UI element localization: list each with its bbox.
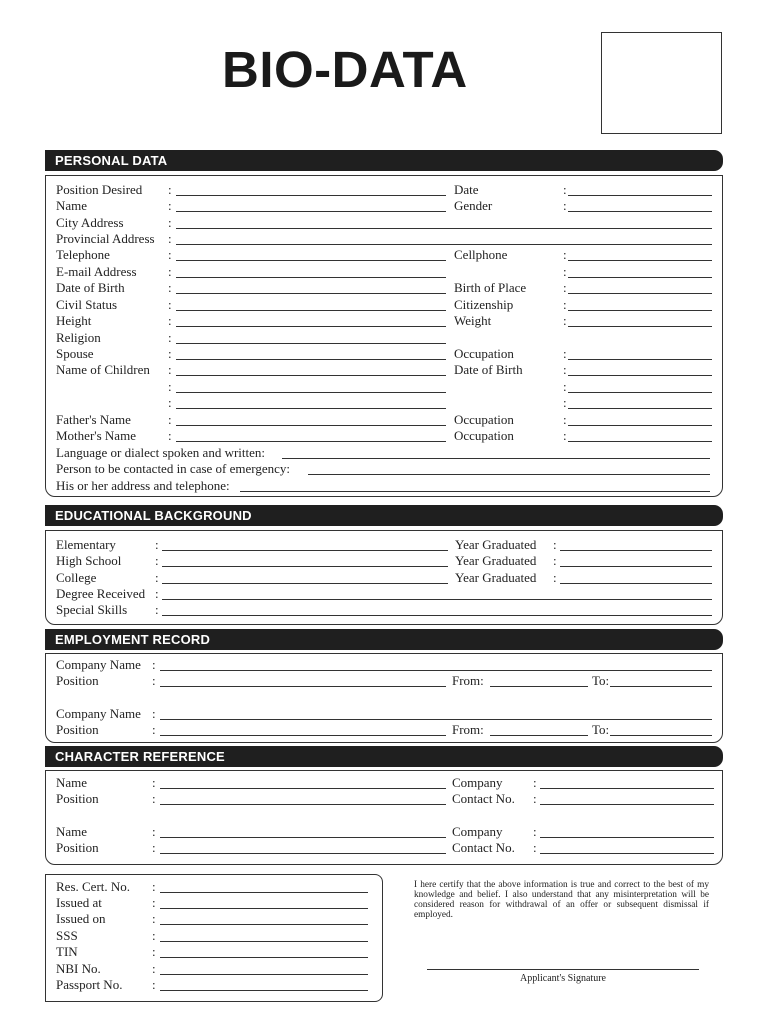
education-panel (45, 530, 723, 625)
colon: : (553, 570, 557, 585)
year-graduated-line[interactable] (560, 566, 712, 567)
colon: : (152, 706, 156, 721)
reference-company-line[interactable] (540, 837, 714, 838)
colon: : (168, 428, 172, 443)
personal-field-line[interactable] (176, 441, 446, 442)
colon: : (152, 911, 156, 926)
colon: : (168, 280, 172, 295)
company-name-line[interactable] (160, 719, 712, 720)
colon: : (168, 182, 172, 197)
to-label: To: (592, 722, 610, 737)
personal-field-line[interactable] (176, 228, 712, 229)
certification-text: I here certify that the above information is true and correct to the best of my knowledge and belief. I also understand that any misinterpretation will be considered reason for withdrawal of an offer or subsequent dismissal if employed. (414, 880, 709, 920)
colon: : (168, 247, 172, 262)
reference-company-label: Company (452, 775, 503, 790)
personal-right-label: Occupation (454, 412, 514, 427)
colon: : (563, 280, 567, 295)
reference-contact-label: Contact No. (452, 791, 515, 806)
reference-contact-line[interactable] (540, 804, 714, 805)
colon: : (152, 879, 156, 894)
colon: : (563, 362, 567, 377)
colon: : (152, 840, 156, 855)
colon: : (155, 553, 159, 568)
colon: : (563, 428, 567, 443)
to-line[interactable] (610, 686, 712, 687)
colon: : (168, 198, 172, 213)
education-label: Special Skills (56, 602, 128, 617)
personal-field-line[interactable] (176, 260, 446, 261)
colon: : (152, 722, 156, 737)
education-field-line[interactable] (162, 583, 448, 584)
colon: : (553, 553, 557, 568)
colon: : (533, 775, 537, 790)
colon: : (152, 928, 156, 943)
colon: : (563, 346, 567, 361)
colon: : (168, 379, 172, 394)
colon: : (152, 791, 156, 806)
reference-company-line[interactable] (540, 788, 714, 789)
address-label: His or her address and telephone: (56, 478, 230, 493)
personal-label: Date of Birth (56, 280, 125, 295)
personal-field-line[interactable] (176, 211, 446, 212)
reference-position-label: Position (56, 840, 99, 855)
personal-right-field-line[interactable] (568, 310, 712, 311)
colon: : (168, 264, 172, 279)
personal-right-field-line[interactable] (568, 260, 712, 261)
personal-right-label: Date (454, 182, 479, 197)
year-graduated-label: Year Graduated (455, 537, 537, 552)
to-line[interactable] (610, 735, 712, 736)
reference-position-line[interactable] (160, 804, 446, 805)
company-name-line[interactable] (160, 670, 712, 671)
personal-right-field-line[interactable] (568, 359, 712, 360)
colon: : (168, 362, 172, 377)
personal-right-label: Occupation (454, 346, 514, 361)
position-label: Position (56, 722, 99, 737)
personal-right-field-line[interactable] (568, 375, 712, 376)
personal-right-label: Occupation (454, 428, 514, 443)
colon: : (563, 395, 567, 410)
from-line[interactable] (490, 686, 588, 687)
colon: : (563, 379, 567, 394)
id-label: NBI No. (56, 961, 101, 976)
personal-right-field-line[interactable] (568, 277, 712, 278)
personal-label: Height (56, 313, 92, 328)
education-label: Degree Received (56, 586, 146, 601)
id-label: Res. Cert. No. (56, 879, 131, 894)
personal-field-line[interactable] (176, 408, 446, 409)
company-name-label: Company Name (56, 657, 141, 672)
education-label: Elementary (56, 537, 116, 552)
page-title: BIO-DATA (222, 41, 468, 98)
id-field-line[interactable] (160, 924, 368, 925)
language-field-line[interactable] (282, 458, 710, 459)
colon: : (563, 297, 567, 312)
section-header-character: CHARACTER REFERENCE (45, 746, 723, 767)
colon: : (563, 412, 567, 427)
education-field-line[interactable] (162, 599, 712, 600)
personal-right-field-line[interactable] (568, 326, 712, 327)
year-graduated-line[interactable] (560, 550, 712, 551)
personal-label: Provincial Address (56, 231, 155, 246)
colon: : (533, 824, 537, 839)
year-graduated-label: Year Graduated (455, 570, 537, 585)
personal-right-field-line[interactable] (568, 195, 712, 196)
reference-name-label: Name (56, 775, 88, 790)
id-label: Issued on (56, 911, 106, 926)
personal-label: Name (56, 198, 88, 213)
position-label: Position (56, 673, 99, 688)
to-label: To: (592, 673, 610, 688)
id-field-line[interactable] (160, 990, 368, 991)
colon: : (168, 231, 172, 246)
education-field-line[interactable] (162, 566, 448, 567)
colon: : (152, 657, 156, 672)
personal-field-line[interactable] (176, 326, 446, 327)
personal-field-line[interactable] (176, 293, 446, 294)
personal-field-line[interactable] (176, 392, 446, 393)
language-label: Language or dialect spoken and written: (56, 445, 266, 460)
colon: : (553, 537, 557, 552)
employment-panel (45, 653, 723, 743)
personal-label: City Address (56, 215, 124, 230)
reference-name-label: Name (56, 824, 88, 839)
photo-box[interactable] (601, 32, 722, 134)
from-line[interactable] (490, 735, 588, 736)
colon: : (563, 264, 567, 279)
reference-position-line[interactable] (160, 853, 446, 854)
colon: : (152, 775, 156, 790)
emergency-label: Person to be contacted in case of emergency: (56, 461, 291, 476)
colon: : (563, 313, 567, 328)
education-label: High School (56, 553, 122, 568)
colon: : (563, 182, 567, 197)
education-field-line[interactable] (162, 615, 712, 616)
signature-line[interactable] (427, 969, 699, 970)
id-label: SSS (56, 928, 78, 943)
character-panel (45, 770, 723, 865)
colon: : (168, 395, 172, 410)
colon: : (155, 537, 159, 552)
reference-position-label: Position (56, 791, 99, 806)
personal-field-line[interactable] (176, 195, 446, 196)
colon: : (155, 586, 159, 601)
personal-label: Religion (56, 330, 101, 345)
personal-label: Telephone (56, 247, 110, 262)
colon: : (152, 961, 156, 976)
colon: : (563, 198, 567, 213)
personal-right-label: Citizenship (454, 297, 514, 312)
personal-field-line[interactable] (176, 425, 446, 426)
personal-label: Position Desired (56, 182, 143, 197)
personal-right-label: Weight (454, 313, 492, 328)
id-label: TIN (56, 944, 78, 959)
education-field-line[interactable] (162, 550, 448, 551)
colon: : (168, 313, 172, 328)
signature-label: Applicant's Signature (520, 973, 606, 984)
id-field-line[interactable] (160, 974, 368, 975)
personal-right-label: Date of Birth (454, 362, 523, 377)
id-label: Issued at (56, 895, 102, 910)
colon: : (563, 247, 567, 262)
address-field-line[interactable] (240, 491, 710, 492)
year-graduated-label: Year Graduated (455, 553, 537, 568)
personal-label: E-mail Address (56, 264, 137, 279)
colon: : (168, 346, 172, 361)
personal-field-line[interactable] (176, 310, 446, 311)
id-label: Passport No. (56, 977, 123, 992)
from-label: From: (452, 673, 484, 688)
personal-right-field-line[interactable] (568, 441, 712, 442)
personal-field-line[interactable] (176, 343, 446, 344)
colon: : (152, 673, 156, 688)
colon: : (168, 330, 172, 345)
from-label: From: (452, 722, 484, 737)
education-label: College (56, 570, 97, 585)
colon: : (152, 824, 156, 839)
colon: : (168, 215, 172, 230)
id-field-line[interactable] (160, 957, 368, 958)
personal-right-label: Gender (454, 198, 493, 213)
personal-right-field-line[interactable] (568, 211, 712, 212)
personal-right-field-line[interactable] (568, 293, 712, 294)
personal-right-label: Birth of Place (454, 280, 527, 295)
personal-label: Name of Children (56, 362, 150, 377)
company-name-label: Company Name (56, 706, 141, 721)
id-field-line[interactable] (160, 892, 368, 893)
personal-right-field-line[interactable] (568, 392, 712, 393)
personal-field-line[interactable] (176, 375, 446, 376)
personal-field-line[interactable] (176, 359, 446, 360)
personal-label: Civil Status (56, 297, 118, 312)
position-line[interactable] (160, 735, 446, 736)
section-header-employment: EMPLOYMENT RECORD (45, 629, 723, 650)
personal-right-field-line[interactable] (568, 408, 712, 409)
reference-contact-label: Contact No. (452, 840, 515, 855)
colon: : (533, 791, 537, 806)
colon: : (152, 895, 156, 910)
personal-label: Mother's Name (56, 428, 136, 443)
colon: : (168, 412, 172, 427)
personal-label: Father's Name (56, 412, 131, 427)
position-line[interactable] (160, 686, 446, 687)
colon: : (155, 570, 159, 585)
personal-label: Spouse (56, 346, 94, 361)
reference-name-line[interactable] (160, 788, 446, 789)
section-header-personal: PERSONAL DATA (45, 150, 723, 171)
colon: : (152, 977, 156, 992)
reference-company-label: Company (452, 824, 503, 839)
id-field-line[interactable] (160, 941, 368, 942)
personal-right-label: Cellphone (454, 247, 508, 262)
colon: : (533, 840, 537, 855)
reference-name-line[interactable] (160, 837, 446, 838)
colon: : (155, 602, 159, 617)
personal-field-line[interactable] (176, 277, 446, 278)
colon: : (168, 297, 172, 312)
personal-right-field-line[interactable] (568, 425, 712, 426)
reference-contact-line[interactable] (540, 853, 714, 854)
year-graduated-line[interactable] (560, 583, 712, 584)
section-header-education: EDUCATIONAL BACKGROUND (45, 505, 723, 526)
id-field-line[interactable] (160, 908, 368, 909)
emergency-field-line[interactable] (308, 474, 710, 475)
colon: : (152, 944, 156, 959)
personal-field-line[interactable] (176, 244, 712, 245)
